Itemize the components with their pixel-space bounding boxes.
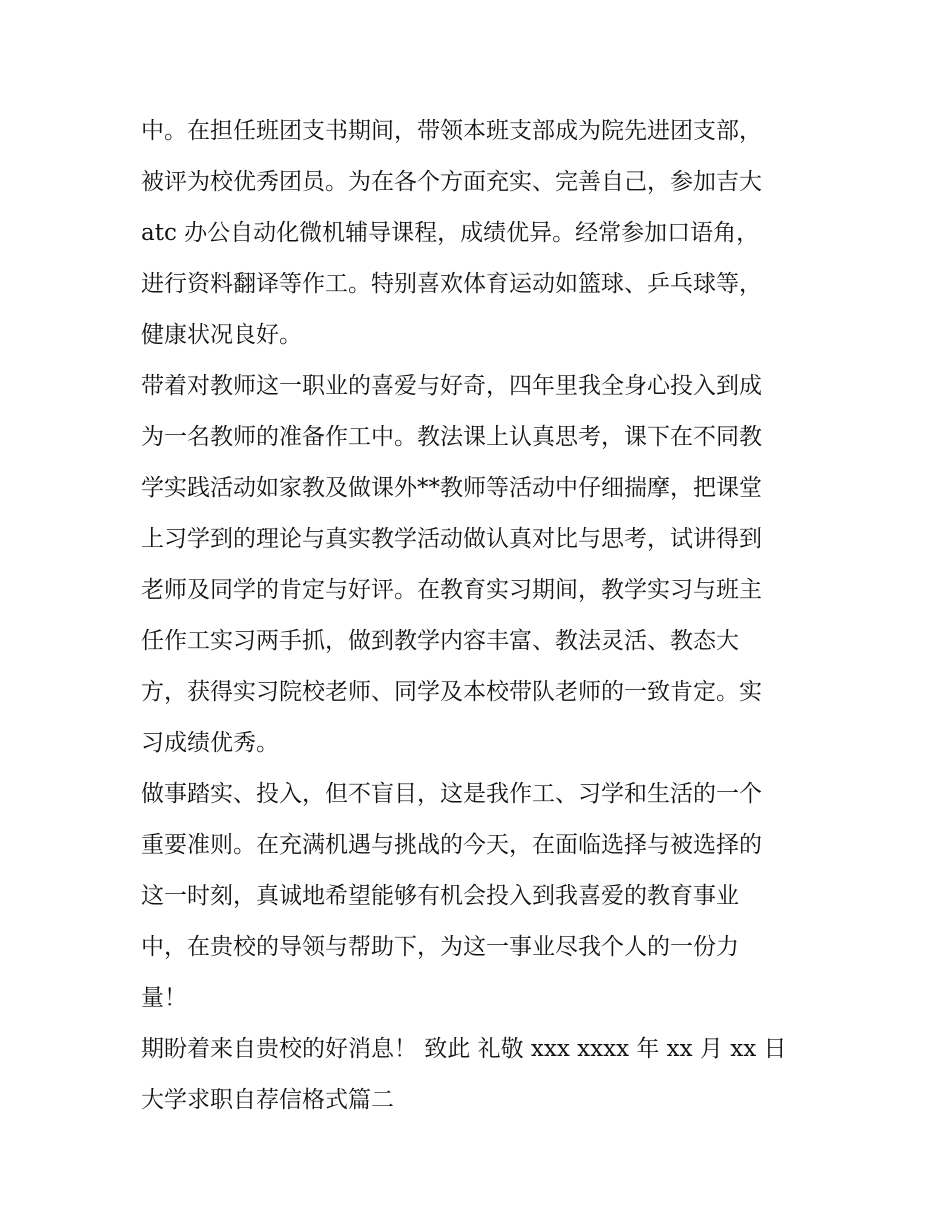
- text-line: 带着对教师这一职业的喜爱与好奇，四年里我全身心投入到成: [141, 373, 762, 399]
- closing-line: [141, 1024, 821, 1075]
- text-line: 这一时刻，真诚地希望能够有机会投入到我喜爱的教育事业: [141, 883, 739, 909]
- text-line: 习成绩优秀。: [141, 730, 279, 756]
- paragraph-2: [141, 361, 821, 769]
- document-body: [141, 106, 821, 1126]
- text-line: 老师及同学的肯定与好评。在教育实习期间，教学实习与班主: [141, 577, 762, 603]
- text-line: 中。在担任班团支书期间，带领本班支部成为院先进团支部，: [141, 118, 762, 144]
- text-line: 重要准则。在充满机遇与挑战的今天，在面临选择与被选择的: [141, 832, 762, 858]
- section-heading: [141, 1075, 821, 1126]
- text-line: 任作工实习两手抓，做到教学内容丰富、教法灵活、教态大: [141, 628, 739, 654]
- text-line: 量！: [141, 985, 187, 1011]
- text-line: 大学求职自荐信格式篇二: [141, 1087, 394, 1113]
- text-line: 中，在贵校的导领与帮助下，为这一事业尽我个人的一份力: [141, 934, 739, 960]
- text-line: 期盼着来自贵校的好消息！ 致此 礼敬 xxx xxxx 年 xx 月 xx 日: [141, 1036, 787, 1062]
- text-line: 上习学到的理论与真实教学活动做认真对比与思考，试讲得到: [141, 526, 762, 552]
- paragraph-1: [141, 106, 821, 361]
- text-line: 进行资料翻译等作工。特别喜欢体育运动如篮球、乒乓球等，: [141, 271, 762, 297]
- text-line: 被评为校优秀团员。为在各个方面充实、完善自己，参加吉大: [141, 169, 762, 195]
- text-line: 方，获得实习院校老师、同学及本校带队老师的一致肯定。实: [141, 679, 762, 705]
- text-line: 做事踏实、投入，但不盲目，这是我作工、习学和生活的一个: [141, 781, 762, 807]
- text-line: 为一名教师的准备作工中。教法课上认真思考，课下在不同教: [141, 424, 762, 450]
- paragraph-3: [141, 769, 821, 1024]
- text-line: 学实践活动如家教及做课外**教师等活动中仔细揣摩，把课堂: [141, 475, 762, 501]
- text-line: atc 办公自动化微机辅导课程，成绩优异。经常参加口语角，: [141, 220, 760, 246]
- text-line: 健康状况良好。: [141, 322, 302, 348]
